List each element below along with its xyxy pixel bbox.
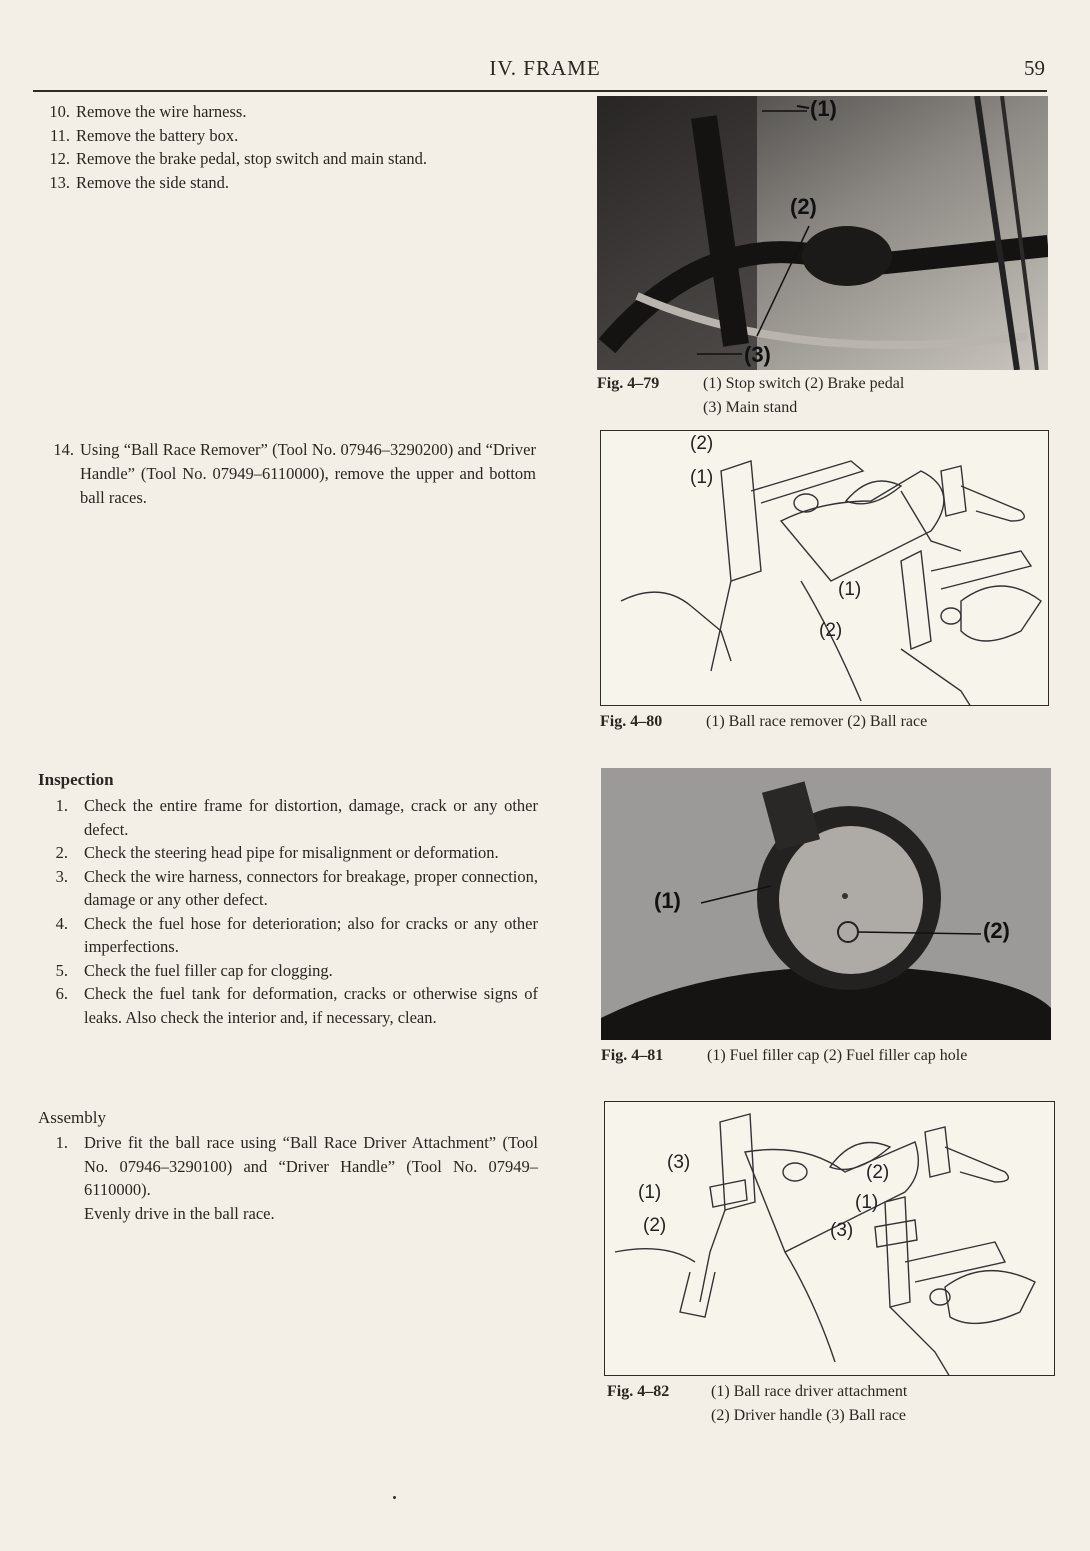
assembly-list (38, 1131, 538, 1225)
header-rule (33, 90, 1047, 92)
inspection-list (38, 794, 538, 1029)
fig-4-81-caption: Fig. 4–81 (1) Fuel filler cap (2) Fuel filler cap hole (601, 1047, 968, 1064)
callout-2: (2) (690, 433, 714, 454)
removal-steps-list (30, 100, 550, 194)
callout-1: (1) (654, 888, 681, 913)
callout-1: (1) (810, 96, 837, 121)
list-item: 3. Check the wire harness, connectors for breakage, proper connection, damage or any other defect. (55, 866, 538, 909)
list-item: 11. Remove the battery box. (49, 125, 239, 145)
list-item: 1. Drive fit the ball race using “Ball Race Driver Attachment” (Tool No. 07946–3290100) and “Driver Handle” (Tool No. 07949–6110000). Evenly drive in the ball race. (55, 1133, 538, 1223)
callout-2: (2) (983, 918, 1010, 943)
callout-2: (2) (643, 1215, 667, 1236)
callout-2: (2) (790, 194, 817, 219)
list-item: 13. Remove the side stand. (49, 172, 230, 192)
step-14: 14. Using “Ball Race Remover” (Tool No. 07946–3290200) and “Driver Handle” (Tool No. 07949–6110000), remove the upper and bottom ball races. (53, 440, 536, 507)
callout-2: (2) (819, 620, 843, 641)
fig-4-82-caption: Fig. 4–82 (1) Ball race driver attachment (2) Driver handle (3) Ball race (607, 1383, 908, 1424)
ball-race-remover-illustration (601, 431, 1049, 706)
fig-4-82-drawing (604, 1101, 1055, 1376)
list-item: 12. Remove the brake pedal, stop switch and main stand. (49, 149, 427, 168)
fig-4-80-drawing (600, 430, 1049, 706)
list-item: 10. Remove the wire harness. (49, 102, 247, 121)
fig-4-79-photo (597, 96, 1048, 370)
fig-4-79-caption: Fig. 4–79 (1) Stop switch (2) Brake pedal (3) Main stand (597, 375, 905, 416)
list-item: 6. Check the fuel tank for deformation, cracks or otherwise signs of leaks. Also check the interior and, if necessary, clean. (55, 984, 538, 1027)
section-header: IV. FRAME (489, 56, 601, 80)
fig-4-80-caption: Fig. 4–80 (1) Ball race remover (2) Ball race (600, 713, 928, 730)
fig-4-81-photo (601, 768, 1051, 1040)
inspection-heading: Inspection (38, 770, 114, 789)
page-number: 59 (1024, 56, 1045, 80)
assembly-heading: Assembly (38, 1108, 106, 1127)
stray-mark (393, 1496, 396, 1499)
callout-1: (1) (855, 1192, 879, 1213)
callout-3: (3) (744, 342, 771, 367)
frame-photo-illustration (597, 96, 1048, 370)
list-item: 2. Check the steering head pipe for misalignment or deformation. (55, 843, 499, 862)
list-item: 1. Check the entire frame for distortion, damage, crack or any other defect. (55, 796, 538, 839)
callout-3: (3) (667, 1152, 691, 1173)
callout-2: (2) (866, 1162, 890, 1183)
callout-1: (1) (638, 1182, 662, 1203)
list-item: 4. Check the fuel hose for deterioration; also for cracks or any other imperfections. (55, 913, 538, 956)
callout-1: (1) (690, 467, 714, 488)
callout-3: (3) (830, 1220, 854, 1241)
callout-1: (1) (838, 579, 862, 600)
list-item: 5. Check the fuel filler cap for clogging. (55, 960, 333, 980)
